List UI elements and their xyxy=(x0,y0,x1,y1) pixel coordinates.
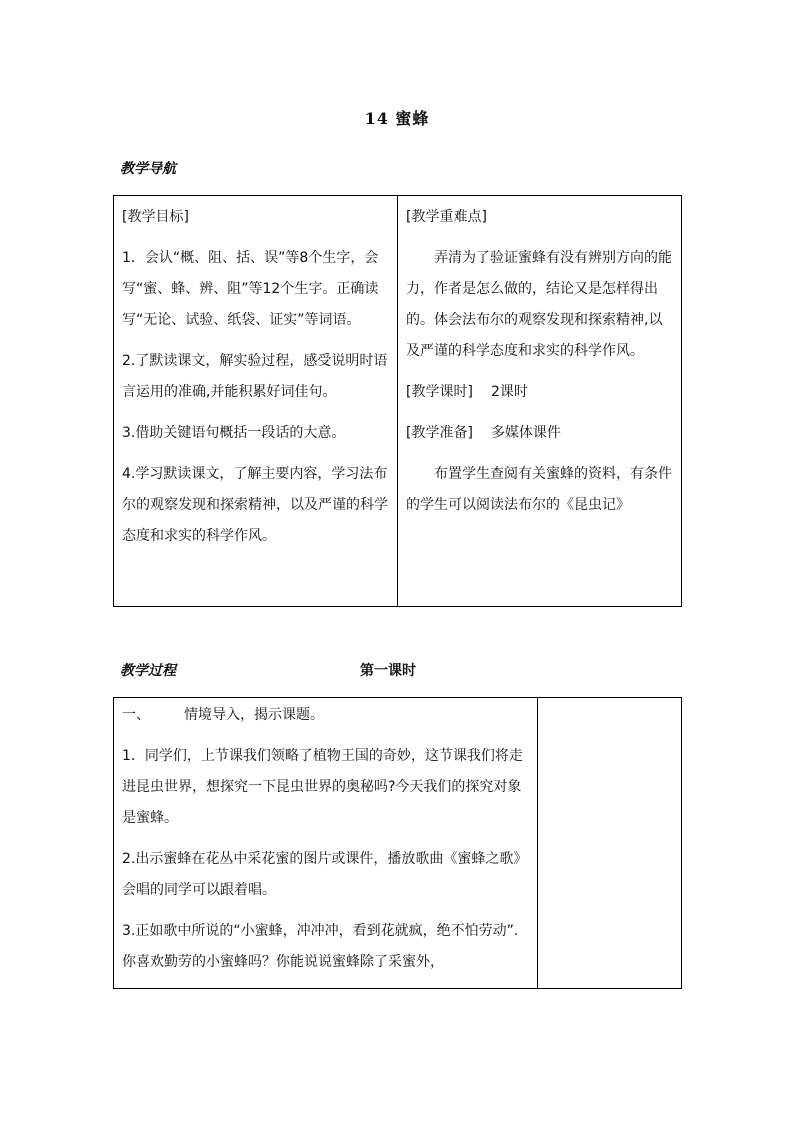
process-notes-cell xyxy=(538,698,682,989)
key-points-cell xyxy=(398,196,682,607)
process-item: 2.出示蜜蜂在花丛中采花蜜的图片或课件，播放歌曲《蜜蜂之歌》会唱的同学可以跟着唱。 xyxy=(122,851,528,898)
objective-item: 2.了默读课文，解实验过程，感受说明时语言运用的准确,并能积累好词佳句。 xyxy=(122,353,388,400)
section-heading xyxy=(122,700,529,731)
objectives-heading: [教学目标] xyxy=(122,209,189,225)
process-content-cell xyxy=(114,698,538,989)
nav-table xyxy=(113,195,682,607)
key-points-heading: [教学重难点] xyxy=(406,209,487,225)
page-title: 14 蜜蜂 xyxy=(364,109,430,128)
objectives-cell xyxy=(114,196,398,607)
objective-item: 1．会认“概、阻、括、误”等8个生字，会写“蜜、蜂、辨、阻”等12个生字。正确读写“无论、试验、纸袋、证实”等词语。 xyxy=(122,250,379,328)
lesson-label: 第一课时 xyxy=(360,663,416,679)
process-section-label: 教学过程 xyxy=(120,663,176,679)
prep-row xyxy=(406,418,673,449)
hours-row xyxy=(406,377,673,408)
nav-section-label: 教学导航 xyxy=(120,161,176,177)
objective-item: 4.学习默读课文，了解主要内容，学习法布尔的观察发现和探索精神，以及严谨的科学态度和求实的科学作风。 xyxy=(122,466,388,544)
process-item: 3.正如歌中所说的“小蜜蜂，冲冲冲，看到花就疯，绝不怕劳动”.你喜欢勤劳的小蜜蜂吗？你能说说蜜蜂除了采蜜外， xyxy=(122,923,519,970)
process-item: 1．同学们，上节课我们领略了植物王国的奇妙，这节课我们将走进昆虫世界，想探究一下昆虫世界的奥秘吗?今天我们的探究对象是蜜蜂。 xyxy=(122,748,523,826)
objective-item: 3.借助关键语句概括一段话的大意。 xyxy=(122,425,346,441)
key-points-text: 弄清为了验证蜜蜂有没有辨别方向的能力，作者是怎么做的，结论又是怎样得出的。体会法布尔的观察发现和探索精神,以及严谨的科学态度和求实的科学作风。 xyxy=(406,250,672,359)
process-table xyxy=(113,697,682,989)
prep-value: 多媒体课件 xyxy=(490,425,561,441)
prep-detail: 布置学生查阅有关蜜蜂的资料，有条件的学生可以阅读法布尔的《昆虫记》 xyxy=(406,466,672,513)
section-title: 情境导入，揭示课题。 xyxy=(184,707,324,723)
section-number: 一、 xyxy=(122,707,150,723)
hours-label: [教学课时] xyxy=(406,384,473,400)
hours-value: 2课时 xyxy=(490,384,528,400)
prep-label: [教学准备] xyxy=(406,425,473,441)
